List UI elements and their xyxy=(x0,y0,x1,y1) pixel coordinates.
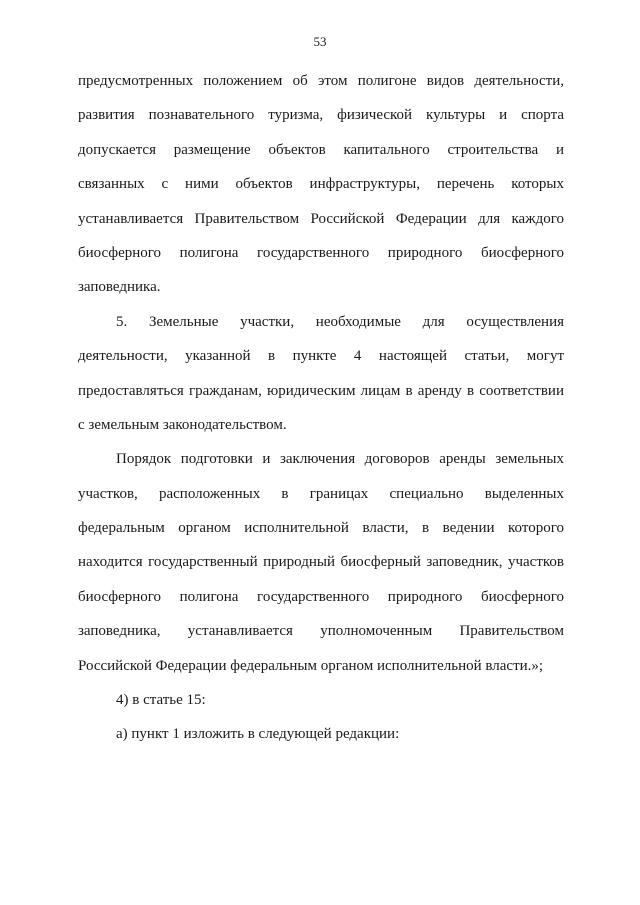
text-line: находится государственный природный биосферный заповедник, участков xyxy=(78,554,564,571)
text-line: 4) в статье 15: xyxy=(116,692,206,709)
text-line: заповедника, устанавливается уполномоченным Правительством xyxy=(78,623,564,640)
paragraph-4 xyxy=(78,683,564,717)
text-line: 5. Земельные участки, необходимые для осуществления xyxy=(116,313,564,330)
text-line: связанных с ними объектов инфраструктуры, перечень которых xyxy=(78,176,564,193)
paragraph-2 xyxy=(78,305,564,443)
text-line: с земельным законодательством. xyxy=(78,416,287,433)
text-line: а) пункт 1 изложить в следующей редакции: xyxy=(116,726,400,743)
text-line: предусмотренных положением об этом полигоне видов деятельности, xyxy=(78,73,564,89)
text-line: заповедника. xyxy=(78,279,161,296)
text-line: деятельности, указанной в пункте 4 настоящей статьи, могут xyxy=(78,348,564,365)
paragraph-5 xyxy=(78,717,564,751)
page-number: 53 xyxy=(313,34,327,49)
text-line: биосферного полигона государственного природного биосферного xyxy=(78,588,564,605)
text-line: Порядок подготовки и заключения договоров аренды земельных xyxy=(116,451,564,468)
text-line: устанавливается Правительством Российской Федерации для каждого xyxy=(78,210,564,227)
document-body xyxy=(78,64,564,752)
text-line: Российской Федерации федеральным органом исполнительной власти.»; xyxy=(78,657,544,674)
text-line: участков, расположенных в границах специально выделенных xyxy=(78,485,564,502)
text-line: допускается размещение объектов капитального строительства и xyxy=(78,141,564,158)
text-line: биосферного полигона государственного природного биосферного xyxy=(78,244,564,261)
text-line: предоставляться гражданам, юридическим лицам в аренду в соответствии xyxy=(78,382,564,399)
paragraph-1 xyxy=(78,64,564,305)
text-line: федеральным органом исполнительной власти, в ведении которого xyxy=(78,520,564,537)
paragraph-3 xyxy=(78,442,564,683)
text-line: развития познавательного туризма, физической культуры и спорта xyxy=(78,107,564,124)
